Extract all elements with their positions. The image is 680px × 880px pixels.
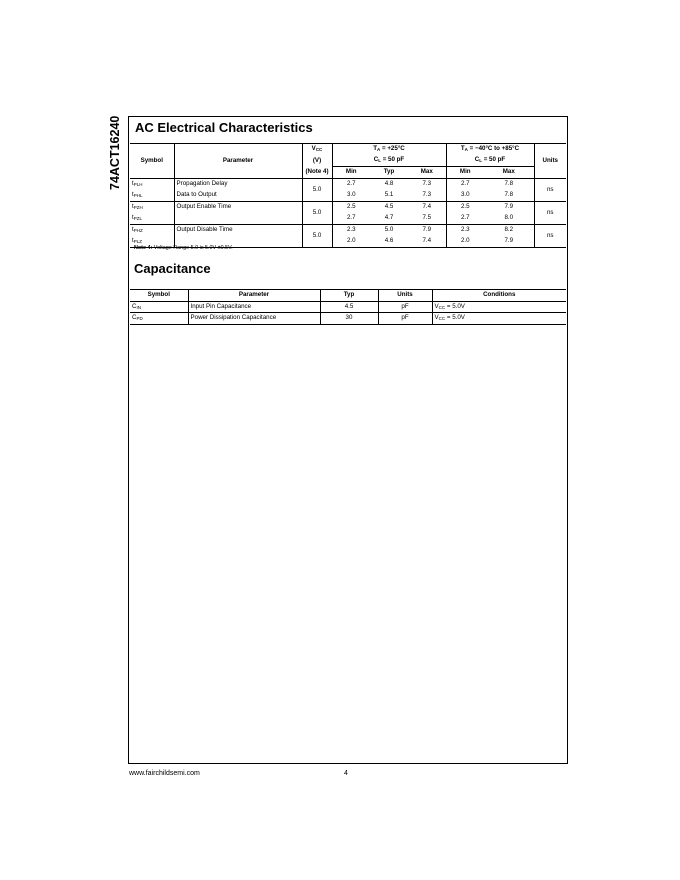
ac-parameter-cell: Output Enable Time (174, 202, 302, 214)
ac-max-cell: 7.4 (408, 236, 446, 248)
capacitance-table (130, 289, 566, 325)
table-row (130, 179, 566, 191)
ac-parameter-cell: Data to Output (174, 190, 302, 202)
ac-parameter-cell (174, 213, 302, 225)
cap-parameter-cell: Power Dissipation Capacitance (188, 313, 320, 325)
ac-header-units: Units (534, 144, 566, 179)
ac-max2-cell: 7.9 (484, 202, 534, 214)
ac-header-symbol: Symbol (130, 144, 174, 179)
ac-max-cell: 7.9 (408, 225, 446, 237)
table-row (130, 301, 566, 313)
table-row (130, 313, 566, 325)
table-row (130, 213, 566, 225)
ac-min2-cell: 3.0 (446, 190, 484, 202)
ac-header-ta1-temp: $T_A = +25^\circ C$ (332, 144, 446, 156)
ac-typ-cell: 4.6 (370, 236, 408, 248)
table-row (130, 225, 566, 237)
ac-symbol-cell: $t_{PHL}$ (130, 190, 174, 202)
page-number: 4 (344, 770, 348, 777)
ac-max-cell: 7.3 (408, 179, 446, 191)
cap-symbol-cell: $C_{IN}$ (130, 301, 188, 313)
ac-header-parameter: Parameter (174, 144, 302, 179)
ac-typ-cell: 5.1 (370, 190, 408, 202)
ac-typ-cell: 5.0 (370, 225, 408, 237)
ac-min-cell: 2.7 (346, 180, 356, 188)
ac-characteristics-table (130, 143, 566, 248)
cap-header-parameter: Parameter (188, 290, 320, 302)
ac-max-cell: 7.4 (408, 202, 446, 214)
ac-header-ta2-load: $C_L = 50$ pF (446, 155, 534, 167)
ac-vcc-cell: 5.0 (302, 225, 332, 248)
ac-max2-cell: 8.0 (484, 213, 534, 225)
ac-vcc-cell: 5.0 (302, 202, 332, 225)
ac-table-note: Note 4: Voltage Range 5.0 is 5.0V ±0.5V. (134, 245, 233, 251)
ac-min-cell: 2.3 (332, 225, 370, 237)
ac-section-title: AC Electrical Characteristics (135, 120, 313, 135)
ac-header-typ: Typ (370, 167, 408, 179)
ac-units-cell: ns (534, 225, 566, 248)
ac-header-vcc-note: (Note 4) (302, 167, 332, 179)
ac-min-cell: 2.7 (332, 213, 370, 225)
cap-header-units: Units (378, 290, 432, 302)
cap-parameter-cell: Input Pin Capacitance (188, 301, 320, 313)
cap-conditions-cell: $V_{CC} = 5.0V$ (432, 313, 566, 325)
ac-min-cell: 2.5 (332, 202, 370, 214)
ac-min2-cell: 2.7 (446, 213, 484, 225)
ac-typ-cell: 4.8 (384, 180, 394, 188)
capacitance-section-title: Capacitance (134, 261, 211, 276)
ac-typ-cell: 4.5 (370, 202, 408, 214)
cap-typ-cell: 4.5 (320, 301, 378, 313)
ac-units-cell: ns (546, 185, 554, 193)
cap-units-cell: pF (378, 301, 432, 313)
ac-header-max2: Max (484, 167, 534, 179)
table-row (130, 190, 566, 202)
footer-url[interactable]: www.fairchildsemi.com (129, 770, 200, 777)
cap-header-symbol: Symbol (130, 290, 188, 302)
ac-symbol-cell: $t_{PHZ}$ (130, 225, 174, 237)
ac-header-max: Max (408, 167, 446, 179)
ac-symbol-cell: $t_{PZL}$ (130, 213, 174, 225)
ac-min2-cell: 2.3 (446, 225, 484, 237)
cap-header-conditions: Conditions (432, 290, 566, 302)
ac-symbol-cell: $t_{PLH}$ (130, 179, 174, 191)
ac-units-cell: ns (534, 202, 566, 225)
ac-typ-cell: 4.7 (370, 213, 408, 225)
ac-min-cell: 3.0 (332, 190, 370, 202)
ac-header-ta1-load: $C_L = 50$ pF (332, 155, 446, 167)
side-title-text: 74ACT16240 (108, 115, 122, 190)
ac-max-cell: 7.3 (408, 190, 446, 202)
ac-min2-cell: 2.5 (446, 202, 484, 214)
table-row (130, 202, 566, 214)
ac-parameter-cell: Propagation Delay (174, 179, 302, 191)
ac-max2-cell: 7.9 (484, 236, 534, 248)
cap-typ-cell: 30 (320, 313, 378, 325)
ac-header-vcc: $V_{CC}$ (302, 144, 332, 156)
ac-max-cell: 7.5 (408, 213, 446, 225)
ac-min2-cell: 2.7 (460, 180, 470, 188)
ac-header-min2: Min (446, 167, 484, 179)
ac-parameter-cell: Output Disable Time (174, 225, 302, 237)
ac-min2-cell: 2.0 (446, 236, 484, 248)
ac-max2-cell: 7.8 (484, 179, 534, 191)
side-title (104, 115, 128, 198)
ac-symbol-cell: $t_{PLZ}$ (130, 236, 174, 248)
ac-header-min: Min (332, 167, 370, 179)
cap-conditions-cell: $V_{CC} = 5.0V$ (432, 301, 566, 313)
cap-header-typ: Typ (320, 290, 378, 302)
ac-header-ta2-temp: $T_A = -40^\circ C$ to +85°C (446, 144, 534, 156)
ac-vcc-cell: 5.0 (302, 179, 332, 202)
cap-symbol-cell: $C_{PD}$ (130, 313, 188, 325)
ac-header-vcc-unit: (V) (302, 155, 332, 167)
ac-max2-cell: 8.2 (484, 225, 534, 237)
ac-min-cell: 2.0 (332, 236, 370, 248)
ac-max2-cell: 7.8 (484, 190, 534, 202)
cap-units-cell: pF (378, 313, 432, 325)
ac-symbol-cell: $t_{PZH}$ (130, 202, 174, 214)
